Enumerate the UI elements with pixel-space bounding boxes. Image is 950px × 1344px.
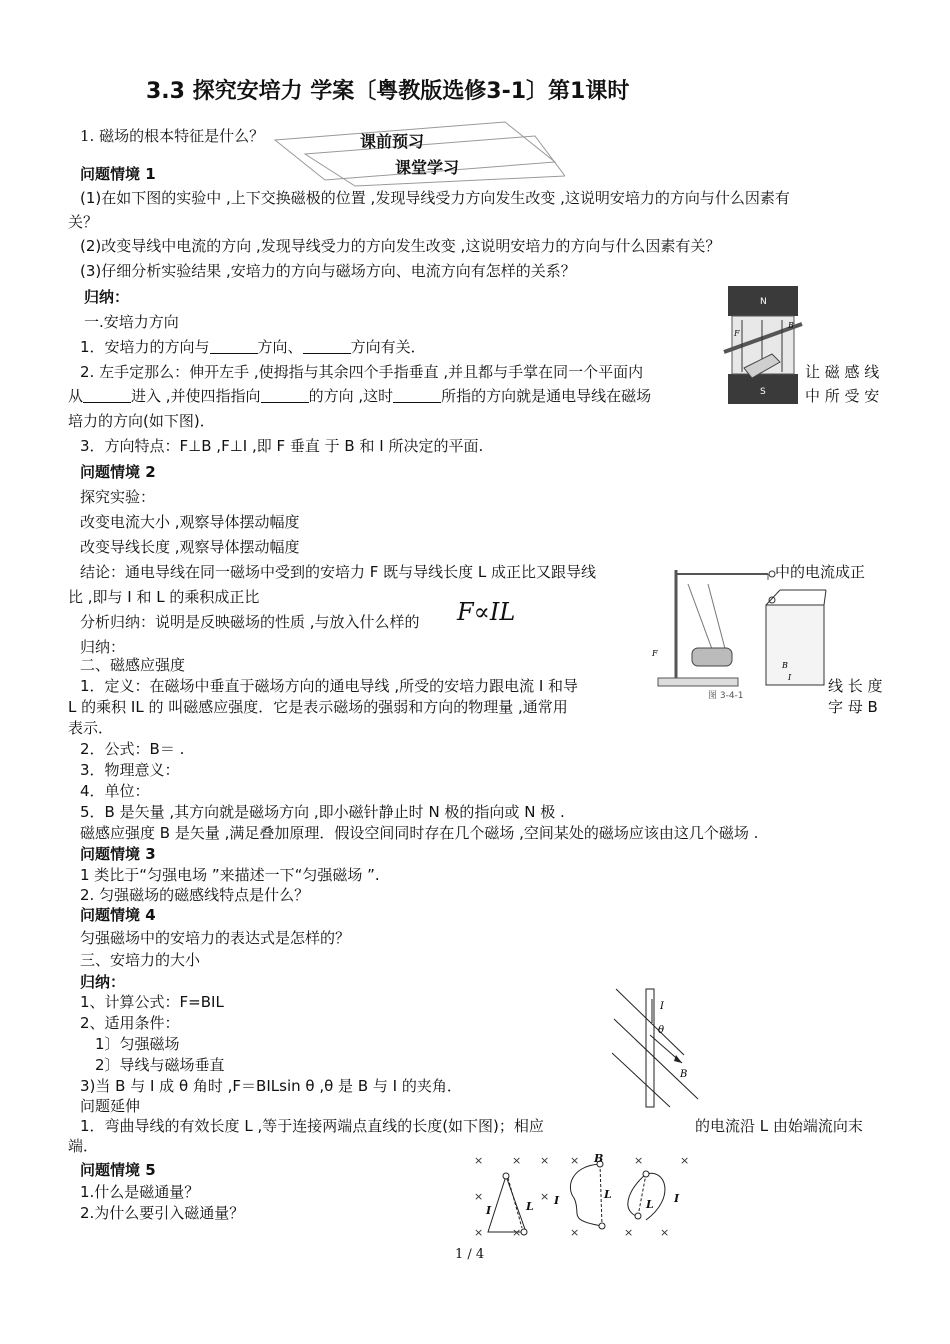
- situation-5-q2: 2.为什么要引入磁通量？: [80, 1204, 245, 1222]
- situation-2-conclusion-right: 中的电流成正: [775, 563, 866, 581]
- direction-item-2-cont: 从 进入 ,并使四指指向 的方向 ,这时 所指的方向就是通电导线在磁场: [68, 387, 652, 405]
- magnetic-def-1-end: 表示．: [68, 719, 114, 737]
- curve-2-i-label: I: [554, 1194, 560, 1207]
- section-2-heading: 二、磁感应强度: [80, 656, 186, 674]
- field-x-mark: ×: [512, 1226, 522, 1239]
- field-x-mark: ×: [512, 1154, 522, 1167]
- situation-3-heading: 问题情境 3: [80, 845, 156, 863]
- magnetic-unit: 4．单位：: [80, 782, 150, 800]
- field-x-mark: ×: [540, 1190, 550, 1203]
- curve-1-i-label: I: [486, 1204, 492, 1217]
- direction-item-2-right: 让 磁 感 线: [805, 363, 880, 381]
- situation-2-heading: 问题情境 2: [80, 463, 156, 481]
- force-condition-a: 1〕匀强磁场: [95, 1035, 180, 1053]
- field-x-mark: ×: [474, 1190, 484, 1203]
- magnet-experiment-figure: [722, 282, 804, 410]
- swing-experiment-figure: [648, 560, 828, 700]
- magnetic-def-1: 1．定义：在磁场中垂直于磁场方向的通电导线 ,所受的安培力跟电流 I 和导: [80, 677, 579, 695]
- field-x-mark: ×: [540, 1154, 550, 1167]
- force-condition-b: 2〕导线与磁场垂直: [95, 1056, 225, 1074]
- curve-3-i-label: I: [674, 1192, 680, 1205]
- situation-2-analysis: 分析归纳：说明是反映磁场的性质 ,与放入什么样的: [80, 613, 420, 631]
- magnetic-def-1-right: 线 长 度: [828, 677, 883, 695]
- swing-f-label: F: [652, 649, 658, 658]
- curve-2-b-label: B: [594, 1152, 604, 1165]
- force-angle: 3)当 B 与 I 成 θ 角时 ,F＝BILsin θ ,θ 是 B 与 I 的夹角．: [80, 1077, 462, 1095]
- magnetic-superposition: 磁感应强度 B 是矢量 ,满足叠加原理．假设空间同时存在几个磁场 ,空间某处的磁场应该由这几个磁场 .: [80, 824, 759, 842]
- extension-item-1-end: 端．: [68, 1137, 99, 1155]
- situation-1-heading: 问题情境 1: [80, 165, 156, 183]
- extension-item-1: 1．弯曲导线的有效长度 L ,等于连接两端点直线的长度(如下图)；相应: [80, 1117, 544, 1135]
- direction-item-1: 1．安培力的方向与 方向、 方向有关．: [80, 338, 426, 356]
- magnet-n-label: N: [760, 297, 767, 307]
- section-3-heading: 三、安培力的大小: [80, 951, 201, 969]
- magnetic-meaning: 3．物理意义：: [80, 761, 180, 779]
- situation-4-q1: 匀强磁场中的安培力的表达式是怎样的？: [80, 929, 351, 947]
- field-x-mark: ×: [570, 1226, 580, 1239]
- summary-2-label: 归纳：: [80, 638, 126, 656]
- proportional-formula: F∝IL: [457, 598, 516, 626]
- situation-5-q1: 1.什么是磁通量？: [80, 1183, 200, 1201]
- extension-item-1-right: 的电流沿 L 由始端流向末: [695, 1117, 863, 1135]
- magnetic-vector: 5．B 是矢量 ,其方向就是磁场方向 ,即小磁针静止时 N 极的指向或 N 极 .: [80, 803, 565, 821]
- magnetic-def-1-cont: L 的乘积 IL 的 叫磁感应强度．它是表示磁场的强弱和方向的物理量 ,通常用: [68, 698, 568, 716]
- preview-box-label: 课前预习: [360, 132, 425, 151]
- direction-item-3: 3．方向特点：F⊥B ,F⊥I ,即 F 垂直 于 B 和 I 所决定的平面.: [80, 437, 484, 455]
- summary-1-label: 归纳：: [84, 288, 130, 306]
- situation-1-q1-cont: 关？: [68, 213, 99, 231]
- swing-b-label: B: [782, 661, 788, 670]
- magnet-b-label: B: [788, 321, 794, 330]
- page-title: 3.3 探究安培力 学案〔粤教版选修3-1〕第1课时: [146, 79, 630, 104]
- situation-3-q2: 2. 匀强磁场的磁感线特点是什么？: [80, 886, 310, 904]
- situation-2-line-1: 探究实验：: [80, 488, 156, 506]
- force-formula: 1、计算公式：F=BIL: [80, 993, 224, 1011]
- angled-wire-figure: [612, 985, 722, 1110]
- direction-item-2-right-2: 中 所 受 安: [805, 387, 880, 405]
- magnetic-formula: 2．公式：B＝ .: [80, 740, 185, 758]
- situation-1-q2: (2)改变导线中电流的方向 ,发现导线受力的方向发生改变 ,这说明安培力的方向与什么因素有关？: [80, 237, 721, 255]
- force-conditions: 2、适用条件：: [80, 1014, 180, 1032]
- magnet-s-label: S: [760, 387, 766, 397]
- field-x-mark: ×: [624, 1226, 634, 1239]
- summary-3-label: 归纳：: [80, 973, 126, 991]
- field-x-mark: ×: [680, 1154, 690, 1167]
- situation-3-q1: 1 类比于“匀强电场 ”来描述一下“匀强磁场 ”.: [80, 866, 380, 884]
- angled-theta-label: θ: [658, 1025, 665, 1036]
- angled-b-label: B: [680, 1069, 688, 1080]
- situation-2-line-3: 改变导线长度 ,观察导体摆动幅度: [80, 538, 300, 556]
- swing-i-label: I: [788, 673, 792, 682]
- curve-1-l-label: L: [526, 1200, 534, 1213]
- situation-1-q3: (3)仔细分析实验结果 ,安培力的方向与磁场方向、电流方向有怎样的关系？: [80, 262, 576, 280]
- class-box-label: 课堂学习: [395, 158, 460, 177]
- magnetic-def-1-cont-right: 字 母 B: [828, 698, 878, 716]
- direction-item-2: 2. 左手定那么：伸开左手 ,使拇指与其余四个手指垂直 ,并且都与手掌在同一个平面内: [80, 363, 644, 381]
- curved-wire-figure: [470, 1148, 700, 1242]
- situation-4-heading: 问题情境 4: [80, 906, 156, 924]
- situation-1-q1: (1)在如下图的实验中 ,上下交换磁极的位置 ,发现导线受力方向发生改变 ,这说明安培力的方向与什么因素有: [80, 189, 790, 207]
- field-x-mark: ×: [474, 1226, 484, 1239]
- magnet-f-label: F: [734, 329, 740, 338]
- direction-item-2-end: 培力的方向(如下图)．: [68, 412, 215, 430]
- swing-caption: 图 3-4-1: [708, 691, 744, 700]
- extension-heading: 问题延伸: [80, 1097, 141, 1115]
- field-x-mark: ×: [570, 1154, 580, 1167]
- curve-3-l-label: L: [646, 1198, 654, 1211]
- situation-2-line-2: 改变电流大小 ,观察导体摆动幅度: [80, 513, 300, 531]
- angled-i-label: I: [660, 1001, 664, 1012]
- section-1-heading: 一.安培力方向: [84, 313, 179, 331]
- situation-2-conclusion-cont: 比 ,即与 I 和 L 的乘积成正比: [68, 588, 260, 606]
- situation-2-conclusion: 结论：通电导线在同一磁场中受到的安培力 F 既与导线长度 L 成正比又跟导线: [80, 563, 597, 581]
- field-x-mark: ×: [634, 1154, 644, 1167]
- field-x-mark: ×: [474, 1154, 484, 1167]
- situation-5-heading: 问题情境 5: [80, 1161, 156, 1179]
- curve-2-l-label: L: [604, 1188, 612, 1201]
- field-x-mark: ×: [660, 1226, 670, 1239]
- page-number: 1 / 4: [455, 1247, 485, 1262]
- question-1: 1. 磁场的根本特征是什么？: [80, 127, 265, 145]
